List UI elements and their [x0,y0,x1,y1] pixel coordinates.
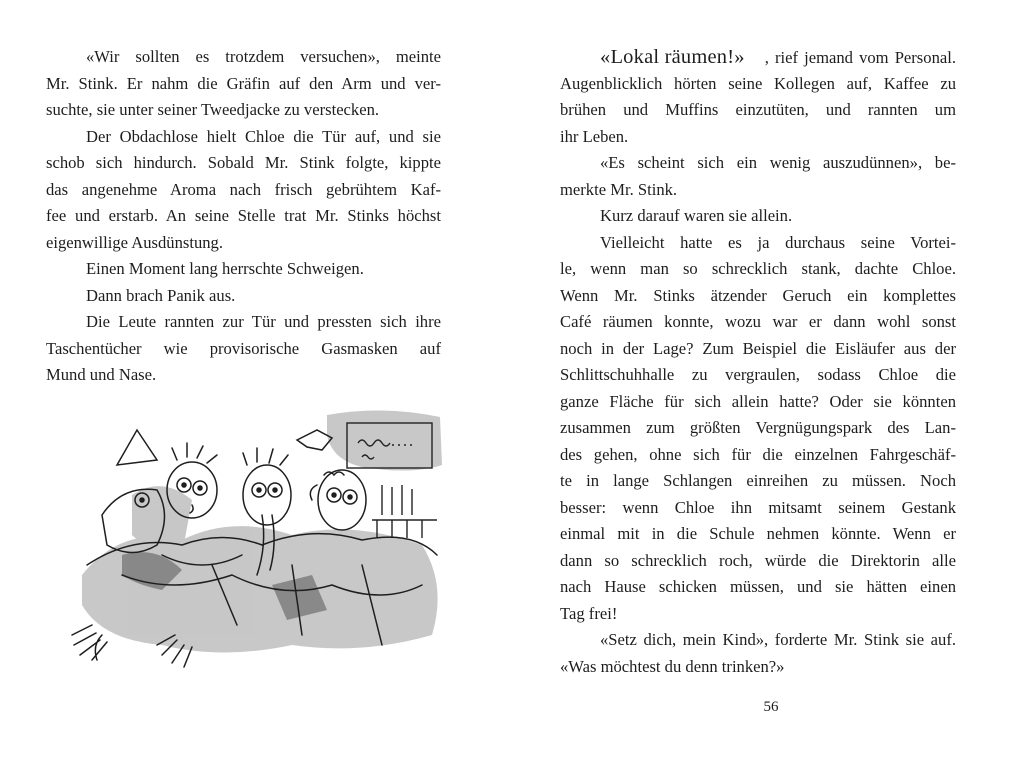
text-line: suchte, sie unter seiner Tweedjacke zu verstecken. [46,100,380,119]
text-line: le, wenn man so schrecklich stank, dachte Chloe. [560,259,956,278]
paragraph [560,230,956,628]
right-page [510,0,1020,775]
text-line: Taschentücher wie provisorische Gasmasken auf [46,338,441,358]
text-line: noch in der Lage? Zum Beispiel die Eisläufer aus der [560,338,956,358]
text-line: zusammen zum größten Vergnügungspark des Lan- [560,418,956,437]
text-line: Einen Moment lang herrschte Schweigen. [86,259,364,278]
text-line: Die Leute rannten zur Tür und pressten sich ihre [86,312,441,331]
text-line: Schlittschuhhalle zu vergraulen, sodass Chloe die [560,365,956,384]
paragraph [560,627,956,680]
left-text-column [46,44,441,389]
text-line: Café räumen konnte, wozu war er dann wohl sonst [560,312,956,331]
text-line: Tag frei! [560,603,618,623]
paragraph [560,150,956,203]
text-line: eigenwillige Ausdünstung. [46,232,223,252]
text-line: Wenn Mr. Stinks ätzender Geruch ein komplettes [560,285,956,305]
text-line: «Es scheint sich ein wenig auszudünnen», be- [600,153,956,172]
text-line: fee und erstarb. An seine Stelle trat Mr. Stinks höchst [46,206,441,225]
lead-in-quote: «Lokal räumen!» [600,46,745,68]
text-line [580,44,956,71]
text-line: Mund und Nase. [46,365,157,384]
text-line: te in lange Schlangen einreihen zu müssen. Noch [560,471,956,490]
text-line: «Wir sollten es trotzdem versuchen», meinte [86,47,441,66]
text-line: Kurz darauf waren sie allein. [600,206,793,225]
text-line: «Setz dich, mein Kind», forderte Mr. Stink sie auf. [600,630,956,649]
text-line: Vielleicht hatte es ja durchaus seine Vortei- [600,232,956,252]
text-line: schob sich hindurch. Sobald Mr. Stink folgte, kippte [46,153,441,172]
text-line: dann so schrecklich roch, würde die Direktorin alle [560,550,956,570]
paragraph [66,256,441,283]
illustration-image [62,405,447,675]
paragraph [580,203,956,230]
text-line: «Was möchtest du denn trinken?» [560,656,785,676]
page-number: 56 [763,699,779,715]
text-line: nach Hause schicken müssen, und sie hätten einen [560,577,956,596]
paragraph [560,44,956,150]
paragraph [46,309,441,389]
paragraph [66,283,441,310]
text-line: Augenblicklich hörten seine Kollegen auf, Kaffee zu [560,73,956,93]
text-line: Mr. Stink. Er nahm die Gräfin auf den Arm und ver- [46,73,441,93]
text-fragment: , rief jemand vom Personal. [764,48,956,67]
text-line: Der Obdachlose hielt Chloe die Tür auf, und sie [86,126,441,146]
text-line: des gehen, ohne sich für die einzelnen Fahrgeschäf- [560,444,956,464]
text-line: ihr Leben. [560,126,629,146]
paragraph [46,44,441,124]
text-line: das angenehme Aroma nach frisch gebrühtem Kaf- [46,179,441,199]
text-line: Dann brach Panik aus. [86,285,236,305]
text-line: einmal mit in die Schule nehmen könnte. Wenn er [560,524,956,543]
text-line: merkte Mr. Stink. [560,179,678,199]
text-line: brühen und Muffins einzutüten, und rannten um [560,100,956,119]
right-text-column [560,44,956,680]
text-line: besser: wenn Chloe ihn mitsamt seinem Gestank [560,497,956,517]
text-line: ganze Fläche für sich allein hatte? Oder sie könnten [560,391,956,411]
paragraph [46,124,441,257]
